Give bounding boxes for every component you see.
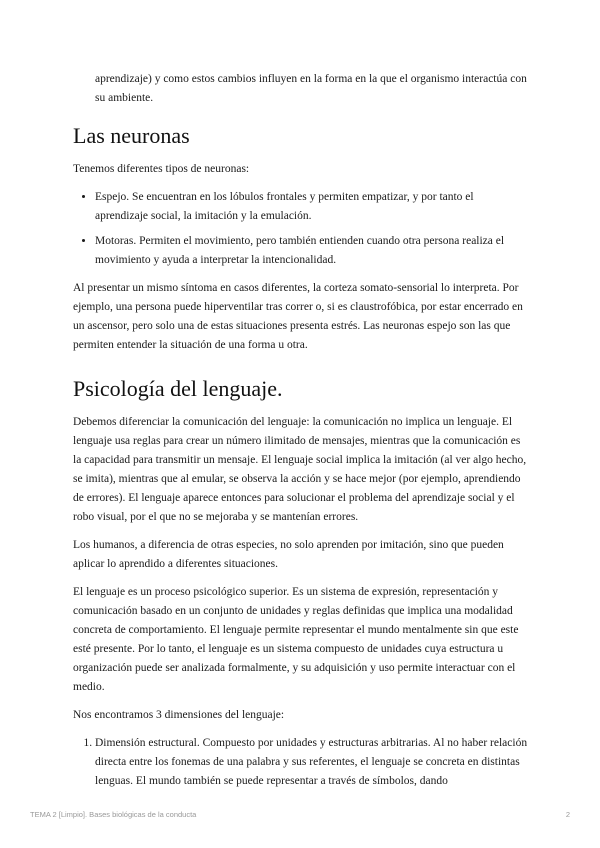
page-number: 2 <box>565 810 570 819</box>
lenguaje-paragraph: El lenguaje es un proceso psicológico superior. Es un sistema de expresión, representación y comunicación basado en un conjunto de unidades y reglas definidas que implica una modalidad concreta de comportamiento. El lenguaje permite representar el mundo mentalmente sin que este esté presente. Por lo tanto, el lenguaje es un sistema compuesto de unidades cuya estructura u organización puede ser analizada formalmente, y su adquisición y uso permite interactuar con el medio. <box>73 586 519 693</box>
neuronas-paragraph: Al presentar un mismo síntoma en casos diferentes, la corteza somato-sensorial lo interpreta. Por ejemplo, una persona puede hiperventilar tras correr o, si es claustrofóbica, por estar encerrado en un ascensor, pero solo una de estas situaciones presenta estrés. Las neuronas espejo son las que permiten entender la situación de una forma u otra. <box>73 282 523 351</box>
lenguaje-paragraph: Los humanos, a diferencia de otras especies, no solo aprenden por imitación, sino que pueden aplicar lo aprendido a diferentes situaciones. <box>73 539 504 570</box>
section-heading-neuronas: Las neuronas <box>73 123 190 148</box>
page-content <box>73 70 528 800</box>
neuron-types-list <box>73 188 528 270</box>
dimensions-list <box>73 734 528 791</box>
lenguaje-paragraph: Nos encontramos 3 dimensiones del lenguaje: <box>73 709 285 721</box>
list-item: • Espejo. Se encuentran en los lóbulos frontales y permiten empatizar, y por tanto el aprendizaje social, la imitación y la emulación. <box>95 188 528 226</box>
continuation-paragraph: aprendizaje) y como estos cambios influyen en la forma en la que el organismo interactúa con su ambiente. <box>95 73 527 104</box>
lenguaje-paragraph: Debemos diferenciar la comunicación del lenguaje: la comunicación no implica un lenguaje. El lenguaje usa reglas para crear un número ilimitado de mensajes, mientras que la comunicación es la capacidad para transmitir un mensaje. El lenguaje social implica la imitación (al ver algo hecho, se imita), mientras que al emular, se observa la acción y se hace mejor (por ejemplo, aprendiendo de errores). El lenguaje aparece entonces para solucionar el problema del aprendizaje social y el robo visual, por el que no se mejoraba y se mantenían errores. <box>73 416 527 523</box>
neuronas-lead: Tenemos diferentes tipos de neuronas: <box>73 163 250 175</box>
section-heading-lenguaje: Psicología del lenguaje. <box>73 376 283 401</box>
list-item: 1. Dimensión estructural. Compuesto por unidades y estructuras arbitrarias. Al no haber relación directa entre los fonemas de una palabra y sus referentes, el lenguaje se concreta en distintas lenguas. El mundo también se puede representar a través de símbolos, dando <box>95 734 528 791</box>
footer-title: TEMA 2 [Limpio]. Bases biológicas de la conducta <box>30 810 197 819</box>
list-item: • Motoras. Permiten el movimiento, pero también entienden cuando otra persona realiza el movimiento y ayuda a interpretar la intencionalidad. <box>95 232 528 270</box>
